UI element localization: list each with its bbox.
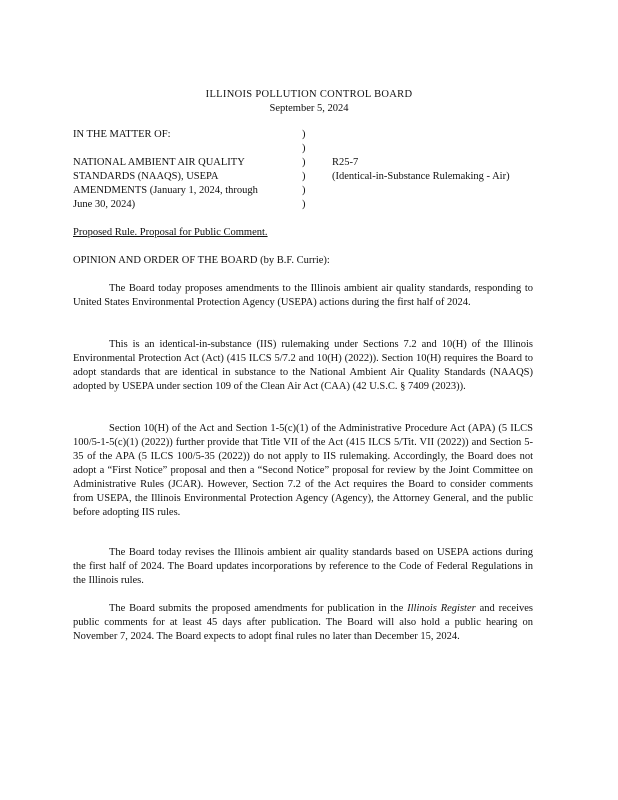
opinion-heading: OPINION AND ORDER OF THE BOARD (by B.F. Currie): (73, 255, 330, 266)
caption-paren: ) (302, 157, 306, 168)
caption-line: AMENDMENTS (January 1, 2024, through (73, 185, 258, 196)
caption-line: June 30, 2024) (73, 199, 136, 210)
paragraph-2: This is an identical-in-substance (IIS) rulemaking under Sections 7.2 and 10(H) of the Illinois Environmental Protection Act (Act) (415 ILCS 5/7.2 and 10(H) (2022)). Section 10(H) requires the Board to adopt standards that are identical in substance to the National Ambient Air Quality Standards (NAAQS) adopted by USEPA under section 109 of the Clean Air Act (CAA) (42 U.S.C. § 7409 (2023)). (73, 339, 533, 392)
paragraph-3: Section 10(H) of the Act and Section 1-5(c)(1) of the Administrative Procedure Act (APA) (5 ILCS 100/5-1-5(c)(1) (2022)) further provide that Title VII of the Act (415 ILCS 5/Tit. VII (2022)) and Section 5-35 of the APA (5 ILCS 100/5-35 (2022)) do not apply to IIS rulemaking. Accordingly, the Board does not adopt a “First Notice” proposal and then a “Second Notice” proposal for review by the Joint Committee on Administrative Rules (JCAR). However, Section 7.2 of the Act requires the Board to consider comments from USEPA, the Illinois Environmental Protection Agency (Agency), the Attorney General, and the public before adopting IIS rules. (73, 423, 533, 518)
caption-paren: ) (302, 185, 306, 196)
document-date: September 5, 2024 (269, 103, 349, 114)
docket-number: R25-7 (332, 157, 359, 168)
paragraph-1: The Board today proposes amendments to the Illinois ambient air quality standards, responding to United States Environmental Protection Agency (USEPA) actions during the first half of 2024. (73, 283, 533, 308)
caption-paren: ) (302, 199, 306, 210)
docket-type: (Identical-in-Substance Rulemaking - Air) (332, 171, 510, 182)
caption-paren: ) (302, 143, 306, 154)
paragraph-5: The Board submits the proposed amendments for publication in the Illinois Register and receives public comments for at least 45 days after publication. The Board will also hold a public hearing on November 7, 2024. The Board expects to adopt final rules no later than December 15, 2024. (73, 603, 533, 642)
illinois-register-citation: Illinois Register (407, 603, 476, 614)
paragraph-4: The Board today revises the Illinois ambient air quality standards based on USEPA actions during the first half of 2024. The Board updates incorporations by reference to the Code of Federal Regulations in the Illinois rules. (73, 547, 533, 586)
caption-line: NATIONAL AMBIENT AIR QUALITY (73, 157, 245, 168)
caption-line: STANDARDS (NAAQS), USEPA (73, 171, 219, 182)
caption-paren: ) (302, 171, 306, 182)
proposed-rule-heading: Proposed Rule. Proposal for Public Comment. (73, 227, 268, 238)
caption-paren: ) (302, 129, 306, 140)
in-the-matter-label: IN THE MATTER OF: (73, 129, 171, 140)
board-title: ILLINOIS POLLUTION CONTROL BOARD (205, 89, 413, 100)
